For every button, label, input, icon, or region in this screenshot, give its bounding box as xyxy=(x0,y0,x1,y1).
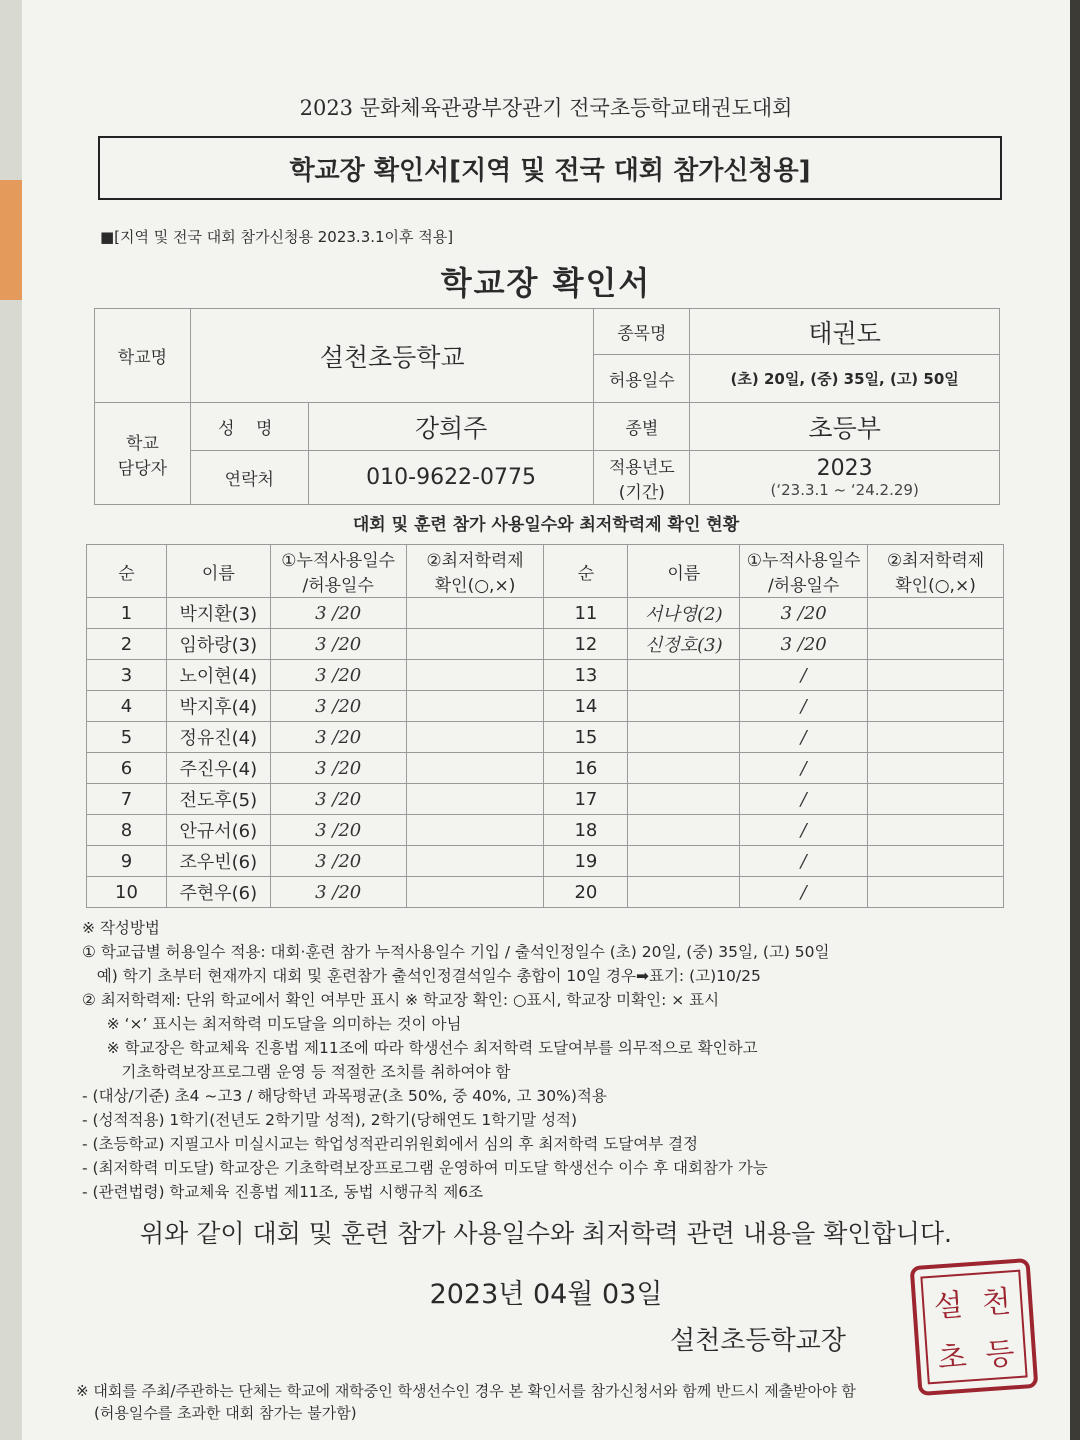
school-name: 설천초등학교 xyxy=(190,309,594,403)
row-no: 20 xyxy=(544,877,628,908)
student-name xyxy=(628,753,740,784)
days-used: / xyxy=(740,660,868,691)
allowed-days-label: 허용일수 xyxy=(594,355,690,403)
row-no: 13 xyxy=(544,660,628,691)
days-used: 3 /20 xyxy=(270,877,406,908)
days-used: 3 /20 xyxy=(270,846,406,877)
contact-label: 연락처 xyxy=(190,451,308,505)
row-no: 19 xyxy=(544,846,628,877)
seal-glyphs: 설 천 초 등 xyxy=(920,1270,1027,1385)
header-name-right: 이름 xyxy=(628,545,740,598)
min-level-check xyxy=(868,753,1004,784)
instruction-line: ① 학교급별 허용일수 적용: 대회·훈련 참가 누적사용일수 기입 / 출석인정일수 (초) 20일, (중) 35일, (고) 50일 xyxy=(82,943,830,961)
days-used: 3 /20 xyxy=(270,815,406,846)
min-level-check xyxy=(406,846,544,877)
row-no: 8 xyxy=(87,815,167,846)
student-name: 박지환(3) xyxy=(166,598,270,629)
row-no: 11 xyxy=(544,598,628,629)
min-level-check xyxy=(406,877,544,908)
instruction-line: ※ 작성방법 xyxy=(82,919,160,937)
instruction-line: ② 최저학력제: 단위 학교에서 확인 여부만 표시 ※ 학교장 확인: ○표시, 학교장 미확인: × 표시 xyxy=(82,991,720,1009)
row-no: 5 xyxy=(87,722,167,753)
official-seal xyxy=(910,1258,1039,1396)
row-no: 10 xyxy=(87,877,167,908)
row-no: 17 xyxy=(544,784,628,815)
document-paper xyxy=(22,0,1070,1440)
instruction-line: ※ 학교장은 학교체육 진흥법 제11조에 따라 학생선수 최저학력 도달여부를 의무적으로 확인하고 xyxy=(82,1039,758,1057)
min-level-check xyxy=(868,629,1004,660)
year-cell xyxy=(690,451,1000,505)
instruction-line: 기초학력보장프로그램 운영 등 적절한 조치를 취하여야 함 xyxy=(82,1063,511,1081)
header-no: 순 xyxy=(87,545,167,598)
min-level-check xyxy=(406,691,544,722)
event-title: 2023 문화체육관광부장관기 전국초등학교태권도대회 xyxy=(299,96,793,120)
table-row xyxy=(87,629,1004,660)
year-value: 2023 xyxy=(816,456,873,481)
event-value: 태권도 xyxy=(690,309,1000,355)
name-label: 성 명 xyxy=(190,403,308,451)
row-no: 7 xyxy=(87,784,167,815)
instructions xyxy=(82,916,1022,1204)
header-min: ②최저학력제 확인(○,×) xyxy=(406,545,544,598)
header-days-right: ①누적사용일수 /허용일수 xyxy=(740,545,868,598)
table-row xyxy=(87,846,1004,877)
division-value: 초등부 xyxy=(690,403,1000,451)
student-name: 신정호(3) xyxy=(628,629,740,660)
contact-value: 010-9622-0775 xyxy=(308,451,594,505)
instruction-line: - (성적적용) 1학기(전년도 2학기말 성적), 2학기(당해연도 1학기말 성적) xyxy=(82,1111,578,1129)
confirmation-statement: 위와 같이 대회 및 훈련 참가 사용일수와 최저학력 관련 내용을 확인합니다. xyxy=(140,1219,952,1248)
section-title: 대회 및 훈련 참가 사용일수와 최저학력제 확인 현황 xyxy=(352,515,740,535)
days-used: 3 /20 xyxy=(270,598,406,629)
document-date: 2023년 04월 03일 xyxy=(429,1279,663,1310)
student-name: 노이현(4) xyxy=(166,660,270,691)
principal-signature: 설천초등학교장 xyxy=(670,1326,846,1356)
header-days: ①누적사용일수 /허용일수 xyxy=(270,545,406,598)
name-value: 강희주 xyxy=(308,403,594,451)
min-level-check xyxy=(868,691,1004,722)
student-name: 조우빈(6) xyxy=(166,846,270,877)
school-info-table xyxy=(94,308,1000,505)
student-name: 전도후(5) xyxy=(166,784,270,815)
min-level-check xyxy=(406,629,544,660)
days-used: 3 /20 xyxy=(270,691,406,722)
roster-table xyxy=(86,544,1004,908)
instruction-line: ※ ‘×’ 표시는 최저학력 미도달을 의미하는 것이 아님 xyxy=(82,1015,462,1033)
min-level-check xyxy=(406,722,544,753)
days-used: / xyxy=(740,691,868,722)
days-used: 3 /20 xyxy=(270,629,406,660)
header-min-right: ②최저학력제 확인(○,×) xyxy=(868,545,1004,598)
table-row xyxy=(87,598,1004,629)
row-no: 4 xyxy=(87,691,167,722)
student-name xyxy=(628,784,740,815)
days-used: 3 /20 xyxy=(270,722,406,753)
instruction-line: - (초등학교) 지필고사 미실시교는 학업성적관리위원회에서 심의 후 최저학력 도달여부 결정 xyxy=(82,1135,699,1153)
min-level-check xyxy=(406,784,544,815)
student-name: 안규서(6) xyxy=(166,815,270,846)
row-no: 14 xyxy=(544,691,628,722)
division-label: 종별 xyxy=(594,403,690,451)
min-level-check xyxy=(868,784,1004,815)
days-used: 3 /20 xyxy=(740,598,868,629)
days-used: / xyxy=(740,815,868,846)
allowed-days-value: (초) 20일, (중) 35일, (고) 50일 xyxy=(690,355,1000,403)
table-row xyxy=(87,784,1004,815)
student-name: 주진우(4) xyxy=(166,753,270,784)
row-no: 3 xyxy=(87,660,167,691)
min-level-check xyxy=(868,660,1004,691)
applicability-note: ■[지역 및 전국 대회 참가신청용 2023.3.1이후 적용] xyxy=(100,228,454,246)
days-used: / xyxy=(740,784,868,815)
row-no: 12 xyxy=(544,629,628,660)
student-name xyxy=(628,660,740,691)
student-name xyxy=(628,877,740,908)
table-row xyxy=(87,753,1004,784)
student-name: 서나영(2) xyxy=(628,598,740,629)
row-no: 15 xyxy=(544,722,628,753)
student-name xyxy=(628,691,740,722)
min-level-check xyxy=(868,846,1004,877)
days-used: 3 /20 xyxy=(270,660,406,691)
student-name: 임하랑(3) xyxy=(166,629,270,660)
min-level-check xyxy=(868,815,1004,846)
event-label: 종목명 xyxy=(594,309,690,355)
days-used: / xyxy=(740,753,868,784)
student-name xyxy=(628,846,740,877)
days-used: 3 /20 xyxy=(270,753,406,784)
min-level-check xyxy=(406,598,544,629)
instruction-line: - (대상/기준) 초4 ~고3 / 해당학년 과목평균(초 50%, 중 40%, 고 30%)적용 xyxy=(82,1087,607,1105)
footer-note xyxy=(76,1380,856,1424)
instruction-line: - (최저학력 미도달) 학교장은 기초학력보장프로그램 운영하여 미도달 학생선수 이수 후 대회참가 가능 xyxy=(82,1159,768,1177)
student-name: 박지후(4) xyxy=(166,691,270,722)
table-row xyxy=(87,722,1004,753)
min-level-check xyxy=(868,877,1004,908)
table-row xyxy=(87,877,1004,908)
min-level-check xyxy=(868,722,1004,753)
student-name xyxy=(628,815,740,846)
student-name: 주현우(6) xyxy=(166,877,270,908)
staff-label: 학교 담당자 xyxy=(95,403,191,505)
header-no-right: 순 xyxy=(544,545,628,598)
row-no: 9 xyxy=(87,846,167,877)
instruction-line: - (관련법령) 학교체육 진흥법 제11조, 동법 시행규칙 제6조 xyxy=(82,1183,484,1201)
period-value: (‘23.3.1 ~ ‘24.2.29) xyxy=(770,481,919,499)
min-level-check xyxy=(868,598,1004,629)
days-used: / xyxy=(740,846,868,877)
days-used: / xyxy=(740,877,868,908)
days-used: / xyxy=(740,722,868,753)
school-label: 학교명 xyxy=(95,309,191,403)
instruction-line: 예) 학기 초부터 현재까지 대회 및 훈련참가 출석인정결석일수 총합이 10일 경우➡표기: (고)10/25 xyxy=(82,967,761,985)
footer-line-2: (허용일수를 초과한 대회 참가는 불가함) xyxy=(94,1404,357,1422)
row-no: 2 xyxy=(87,629,167,660)
min-level-check xyxy=(406,753,544,784)
student-name: 정유진(4) xyxy=(166,722,270,753)
row-no: 18 xyxy=(544,815,628,846)
min-level-check xyxy=(406,815,544,846)
table-row xyxy=(87,660,1004,691)
table-row xyxy=(87,691,1004,722)
table-row xyxy=(87,815,1004,846)
student-name xyxy=(628,722,740,753)
document-title: 학교장 확인서[지역 및 전국 대회 참가신청용] xyxy=(98,136,1002,200)
main-title: 학교장 확인서 xyxy=(440,264,652,302)
min-level-check xyxy=(406,660,544,691)
row-no: 16 xyxy=(544,753,628,784)
row-no: 6 xyxy=(87,753,167,784)
year-label: 적용년도 (기간) xyxy=(594,451,690,505)
days-used: 3 /20 xyxy=(270,784,406,815)
header-name: 이름 xyxy=(166,545,270,598)
footer-line-1: ※ 대회를 주최/주관하는 단체는 학교에 재학중인 학생선수인 경우 본 확인서를 참가신청서와 함께 반드시 제출받아야 함 xyxy=(76,1382,856,1400)
row-no: 1 xyxy=(87,598,167,629)
days-used: 3 /20 xyxy=(740,629,868,660)
